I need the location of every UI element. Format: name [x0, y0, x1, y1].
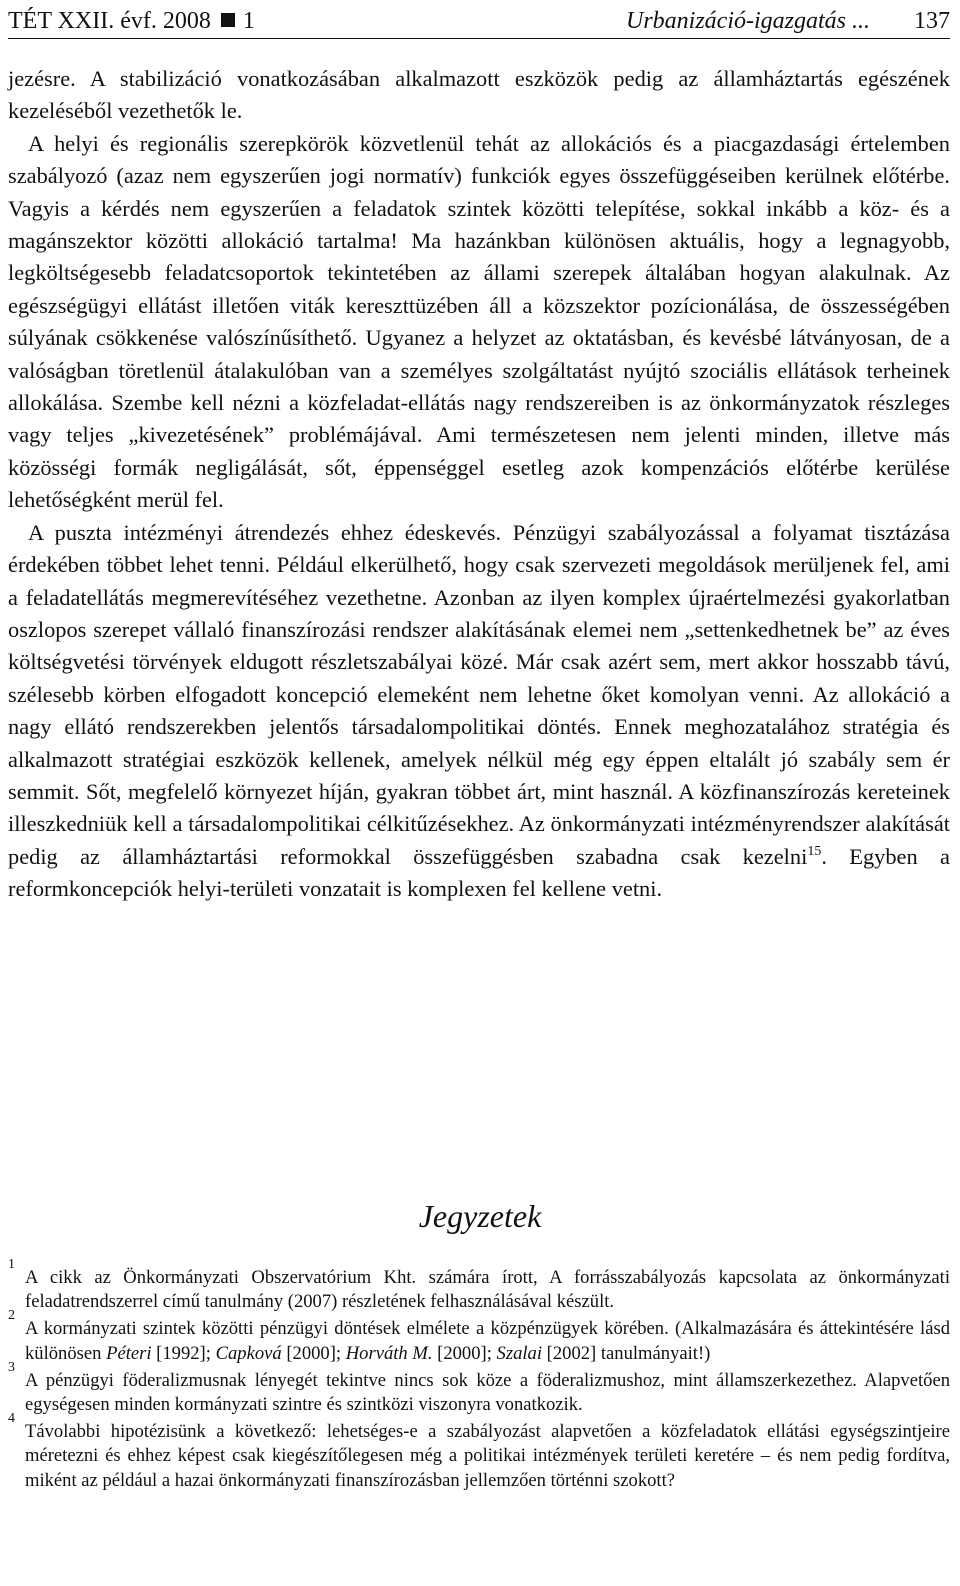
- author-name: Szalai: [496, 1342, 543, 1364]
- author-name: Péteri: [106, 1342, 152, 1364]
- note-text: A pénzügyi föderalizmusnak lényegét tekintve nincs sok köze a föderalizmushoz, mint államszerkezethez. Alapvetően egységesen minden kormányzati szintre és szintközi viszonyra vonatkozik.: [25, 1369, 950, 1416]
- notes-list: [8, 1257, 950, 1496]
- author-name: Horváth M.: [345, 1342, 433, 1364]
- main-text: [8, 63, 950, 906]
- paragraph-2: A helyi és regionális szerepkörök közvetlenül tehát az allokációs és a piacgazdasági értelemben szabályozó (azaz nem egyszerűen jogi normatív) funkciók egyes összefüggéseiben kerülnek előtérbe. Vagyis a kérdés nem egyszerűen a feladatok szintek közötti telepítése, sokkal inkább a köz- és a magánszektor közötti allokáció tartalma! Ma hazánkban különösen aktuális, hogy a legnagyobb, legköltségesebb feladatcsoportok tekintetében az állami szerepek általában hogyan alakulnak. Az egészségügyi ellátást illetően viták kereszttüzében áll a közszektor pozícionálása, de összességében súlyának csökkenése valószínűsíthető. Ugyanez a helyzet az oktatásban, és kevésbé látványosan, de a valóságban töretlenül átalakulóban van a személyes szolgáltatást nyújtó szociális ellátások terheinek allokálása. Szembe kell nézni a közfeladat-ellátás nagy rendszereiben is az önkormányzatok részleges vagy teljes „kivezetésének” problémájával. Ami természetesen nem jelenti minden, illetve más közösségi formák negligálását, sőt, éppenséggel esetleg azok kompenzációs előtérbe kerülése lehetőségként merül fel.: [8, 130, 950, 513]
- note-text-part: [1992];: [151, 1342, 216, 1364]
- note-number: 4: [8, 1411, 15, 1427]
- notes-heading: Jegyzetek: [418, 1198, 542, 1234]
- note-number: 3: [8, 1359, 15, 1375]
- note-text-part: A kormányzati szintek közötti pénzügyi döntések elmélete a közpénzügyek körében. (Alkalmazására és áttekintésére lásd különösen: [25, 1318, 950, 1364]
- note-text-part: [2000];: [281, 1342, 346, 1364]
- page-number: 137: [914, 8, 950, 34]
- paragraph-1: jezésre. A stabilizáció vonatkozásában alkalmazott eszközök pedig az államháztartás egészének kezeléséből vezethetők le.: [8, 66, 950, 124]
- running-header: [8, 4, 950, 39]
- note-text-part: [2002] tanulmányait!): [542, 1342, 711, 1364]
- journal-title: TÉT XXII. évf. 2008: [8, 8, 211, 34]
- author-name: Capková: [215, 1342, 282, 1364]
- note-text: [25, 1318, 950, 1363]
- note-number: 2: [8, 1308, 15, 1324]
- paragraph-3-text-end: . Egyben a reformkoncepciók helyi-területi vonzatait is komplexen fel kellene vetni.: [8, 843, 950, 902]
- note-text: Távolabbi hipotézisünk a következő: lehetséges-e a szabályozást alapvetően a közfeladatok ellátási egységszintjeire méretezni és ehhez képest csak kiegészítőlegesen még a politikai intézmények területi keretére – és nem pedig fordítva, miként az például a hazai önkormányzati finanszírozásban jellemzően történni szokott?: [25, 1421, 950, 1491]
- square-separator-icon: [221, 13, 235, 27]
- note-3: [8, 1359, 950, 1417]
- note-text-part: [2000];: [432, 1342, 497, 1364]
- header-right: [626, 4, 950, 38]
- header-left: [8, 4, 255, 38]
- note-2: [8, 1308, 950, 1365]
- note-4: [8, 1411, 950, 1493]
- issue-number: 1: [242, 8, 255, 34]
- footnote-ref-15[interactable]: 15: [807, 843, 822, 859]
- note-text: A cikk az Önkormányzati Obszervatórium Kht. számára írott, A forrásszabályozás kapcsolata az önkormányzati feladatrendszerrel című tanulmány (2007) részletének felhasználásával készült.: [25, 1267, 950, 1313]
- note-number: 1: [8, 1257, 15, 1272]
- running-title: Urbanizáció-igazgatás ...: [625, 8, 870, 34]
- note-1: [8, 1257, 950, 1314]
- paragraph-3: [8, 517, 950, 906]
- paragraph-3-text: A puszta intézményi átrendezés ehhez édeskevés. Pénzügyi szabályozással a folyamat tisztázása érdekében többet lehet tenni. Például elkerülhető, hogy csak szervezeti megoldások merüljenek fel, ami a feladatellátás megmerevítéséhez vezethetne. Azonban az ilyen komplex újraértelmezési gyakorlatban oszlopos szerepet vállaló finanszírozási rendszer alakításának elemei nem „settenkedhetnek be” az éves költségvetési törvények eldugott részletszabályai közé. Már csak azért sem, mert akkor hosszabb távú, szélesebb körben elfogadott koncepció elemeként nem lehetne őket komolyan venni. Az allokáció a nagy ellátó rendszerekben jelentős társadalompolitikai döntés. Ennek meghozatalához stratégia és alkalmazott stratégiai eszközök kellenek, amelyek nélkül még egy éppen eltalált jó szabály sem ér semmit. Sőt, megfelelő környezet híján, gyakran többet árt, mint használ. A közfinanszírozás kereteinek illeszkedniük kell a társadalompolitikai célkitűzésekhez. Az önkormányzati intézményrendszer alakítását pedig az államháztartási reformokkal összefüggésben szabadna csak kezelni: [8, 519, 950, 869]
